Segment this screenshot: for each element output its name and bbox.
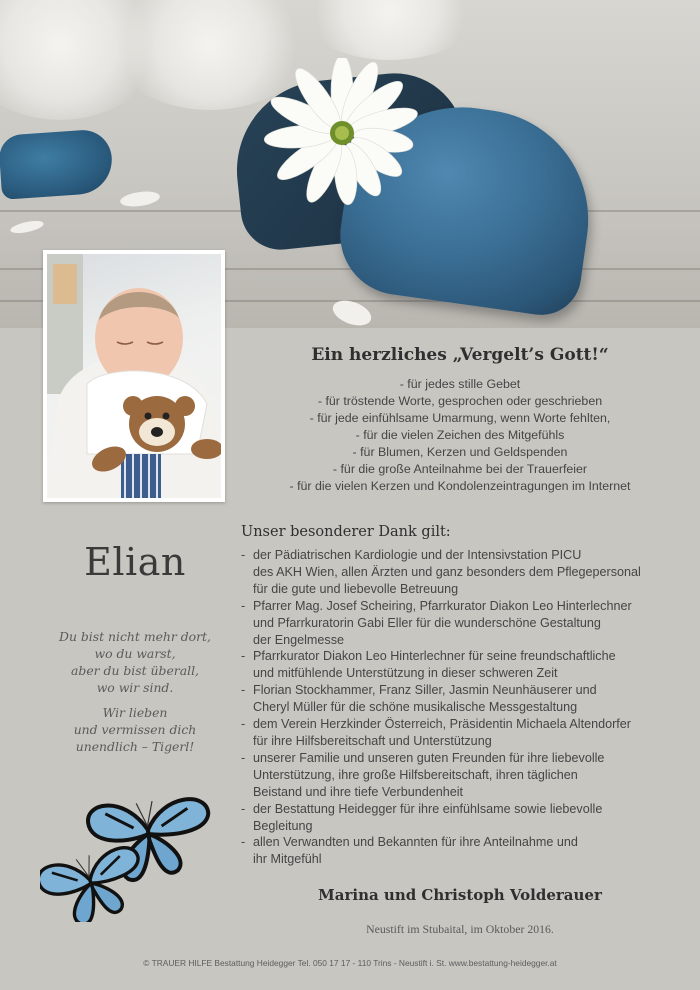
special-thanks-line: - Pfarrkurator Diakon Leo Hinterlechner für seine freundschaftliche xyxy=(253,649,616,664)
special-thanks-line: Begleitung xyxy=(253,818,313,833)
thanks-item: - für Blumen, Kerzen und Geldspenden xyxy=(352,445,568,459)
butterfly-icon xyxy=(40,782,225,922)
special-thanks-line: Beistand und ihre tiefe Verbundenheit xyxy=(253,784,464,799)
thanks-item: - für tröstende Worte, gesprochen oder geschrieben xyxy=(317,394,603,408)
special-thanks-heading: Unser besonderer Dank gilt: xyxy=(241,524,451,540)
poem-line: wo wir sind. xyxy=(96,680,174,695)
poem-line: Wir lieben xyxy=(102,705,168,720)
special-thanks-line: - der Bestattung Heidegger für ihre einfühlsame sowie liebevolle xyxy=(253,801,603,816)
thanks-list xyxy=(240,376,680,495)
blue-heart-icon xyxy=(0,128,114,200)
special-thanks-line: - unserer Familie und unseren guten Freunden für ihre liebevolle xyxy=(253,750,605,765)
special-thanks-item xyxy=(241,750,676,801)
baby-with-teddy-icon xyxy=(47,254,221,498)
special-thanks-line: Cheryl Müller für die schöne musikalische Messgestaltung xyxy=(253,700,578,715)
special-thanks-item xyxy=(241,682,676,716)
poem-line: unendlich – Tigerl! xyxy=(75,739,195,754)
poem-line: aber du bist überall, xyxy=(71,663,199,678)
special-thanks-line: - Florian Stockhammer, Franz Siller, Jasmin Neunhäuserer und xyxy=(253,683,597,698)
special-thanks-item xyxy=(241,801,676,835)
thanks-heading: Ein herzliches „Vergelt’s Gott!“ xyxy=(311,345,609,365)
signature: Marina und Christoph Volderauer xyxy=(318,886,602,904)
special-thanks-line: der Engelmesse xyxy=(253,632,345,647)
special-thanks-line: für ihre Hilfsbereitschaft und Unterstützung xyxy=(253,733,492,748)
special-thanks-line: für die gute und liebevolle Betreuung xyxy=(253,581,459,596)
daisy-flower-icon xyxy=(232,58,442,208)
special-thanks-line: und mitfühlende Unterstützung in dieser schweren Zeit xyxy=(253,666,558,681)
special-thanks-line: - der Pädiatrischen Kardiologie und der Intensivstation PICU xyxy=(253,548,582,562)
thanks-item: - für jede einfühlsame Umarmung, wenn Worte fehlten, xyxy=(309,411,611,425)
special-thanks-item xyxy=(241,716,676,750)
footer: © TRAUER HILFE Bestattung Heidegger Tel. 050 17 17 - 110 Trins - Neustift i. St. www.bestattung-heidegger.at xyxy=(143,958,557,968)
portrait-photo-frame xyxy=(43,250,225,502)
blurred-flower-icon xyxy=(300,0,480,60)
thanks-item: - für die vielen Zeichen des Mitgefühls xyxy=(355,428,565,442)
poem-line: und vermissen dich xyxy=(73,722,197,737)
special-thanks-item xyxy=(241,834,676,868)
special-thanks-line: Unterstützung, ihre große Hilfsbereitschaft, ihren täglichen xyxy=(253,767,578,782)
deceased-name: Elian xyxy=(84,540,186,584)
poem-line: Du bist nicht mehr dort, xyxy=(59,629,211,644)
special-thanks-line: - Pfarrer Mag. Josef Scheiring, Pfarrkurator Diakon Leo Hinterlechner xyxy=(253,598,632,613)
poem-line: wo du warst, xyxy=(94,646,176,661)
thanks-item: - für die vielen Kerzen und Kondolenzeintragungen im Internet xyxy=(289,479,631,493)
special-thanks-line: - allen Verwandten und Bekannten für ihre Anteilnahme und xyxy=(253,835,578,850)
special-thanks-item xyxy=(241,648,676,682)
special-thanks-item xyxy=(241,547,676,598)
special-thanks-line: ihr Mitgefühl xyxy=(253,852,322,867)
special-thanks-line: - dem Verein Herzkinder Österreich, Präsidentin Michaela Altendorfer xyxy=(253,717,631,732)
petal-icon xyxy=(9,219,44,236)
special-thanks-list xyxy=(241,547,676,868)
special-thanks-line: und Pfarrkuratorin Gabi Eller für die wunderschöne Gestaltung xyxy=(253,615,601,630)
thanks-item: - für jedes stille Gebet xyxy=(399,377,521,391)
place-date: Neustift im Stubaital, im Oktober 2016. xyxy=(366,922,554,936)
thanks-item: - für die große Anteilnahme bei der Trauerfeier xyxy=(332,462,588,476)
special-thanks-line: des AKH Wien, allen Ärzten und ganz besonders dem Pflegepersonal xyxy=(253,564,641,579)
special-thanks-item xyxy=(241,598,676,649)
baby-photo xyxy=(47,254,221,498)
petal-icon xyxy=(119,189,161,208)
poem xyxy=(40,628,230,755)
